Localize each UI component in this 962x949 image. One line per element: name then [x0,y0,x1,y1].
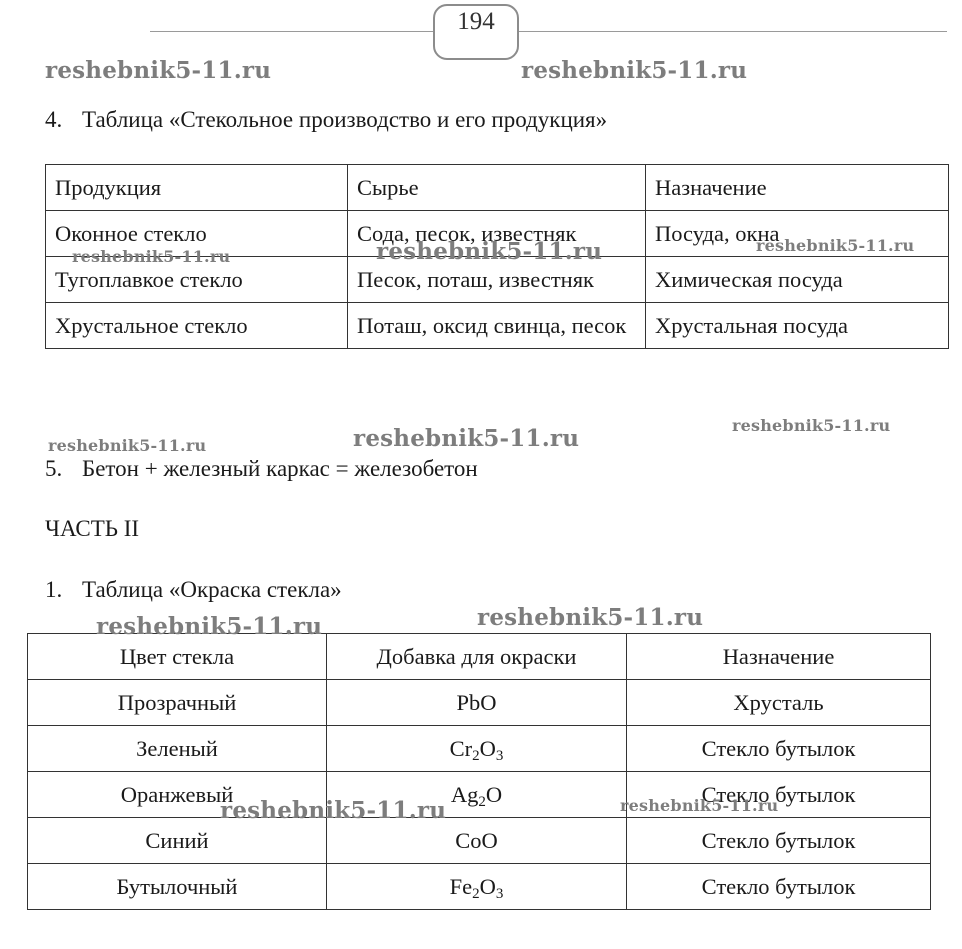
header-rule-right [519,31,947,32]
header-rule-left [150,31,433,32]
table-cell: Хрустальная посуда [646,303,949,349]
table-cell: $Cr_2O_3$ [327,726,627,772]
section-4-number: 4. [45,107,63,132]
table-cell: Стекло бутылок [627,818,931,864]
column-header: Продукция [46,165,348,211]
watermark: reshebnik5-11.ru [732,416,891,435]
table-cell: $Fe_2O_3$ [327,864,627,910]
watermark: reshebnik5-11.ru [96,613,323,640]
column-header: Сырье [348,165,646,211]
table-cell: Химическая посуда [646,257,949,303]
table-cell: Оранжевый [28,772,327,818]
table-header-row [46,165,949,211]
watermark: reshebnik5-11.ru [620,796,779,815]
watermark: reshebnik5-11.ru [48,436,207,455]
table-cell: Сода, песок, известняк [348,211,646,257]
section-5-text: Бетон + железный каркас = железобетон [82,456,478,481]
table-row [28,680,931,726]
section-4-title: Таблица «Стекольное производство и его продукция» [82,107,608,132]
column-header: Назначение [627,634,931,680]
section-1-title: Таблица «Окраска стекла» [82,577,342,602]
section-5-number: 5. [45,456,63,481]
column-header: Назначение [646,165,949,211]
watermark: reshebnik5-11.ru [72,247,231,266]
table-row [28,864,931,910]
table-cell: Бутылочный [28,864,327,910]
page-number: 194 [457,8,495,35]
watermark: reshebnik5-11.ru [353,425,580,452]
table-row [28,818,931,864]
table-cell: Зеленый [28,726,327,772]
table-cell: Хрустальное стекло [46,303,348,349]
table-cell: Песок, поташ, известняк [348,257,646,303]
watermark: reshebnik5-11.ru [756,236,915,255]
table-row [46,303,949,349]
column-header: Добавка для окраски [327,634,627,680]
table-cell: Тугоплавкое стекло [46,257,348,303]
watermark: reshebnik5-11.ru [220,797,447,824]
table-cell: Стекло бутылок [627,726,931,772]
table-cell: Хрусталь [627,680,931,726]
table-row [28,772,931,818]
section-1-number: 1. [45,577,63,602]
watermark: reshebnik5-11.ru [45,57,272,84]
watermark: reshebnik5-11.ru [521,57,748,84]
watermark: reshebnik5-11.ru [477,604,704,631]
table-cell: Стекло бутылок [627,772,931,818]
table-cell: Посуда, окна [646,211,949,257]
table-cell: Стекло бутылок [627,864,931,910]
table-cell: PbO [327,680,627,726]
table-cell: CoO [327,818,627,864]
table-cell: Прозрачный [28,680,327,726]
part-heading: ЧАСТЬ II [45,516,140,541]
table-header-row [28,634,931,680]
table-cell: Поташ, оксид свинца, песок [348,303,646,349]
table-cell: $Ag_2O$ [327,772,627,818]
watermark: reshebnik5-11.ru [376,238,603,265]
column-header: Цвет стекла [28,634,327,680]
glass-coloring-table [27,633,931,910]
table-cell: Синий [28,818,327,864]
table-row [28,726,931,772]
table-cell: Оконное стекло [46,211,348,257]
